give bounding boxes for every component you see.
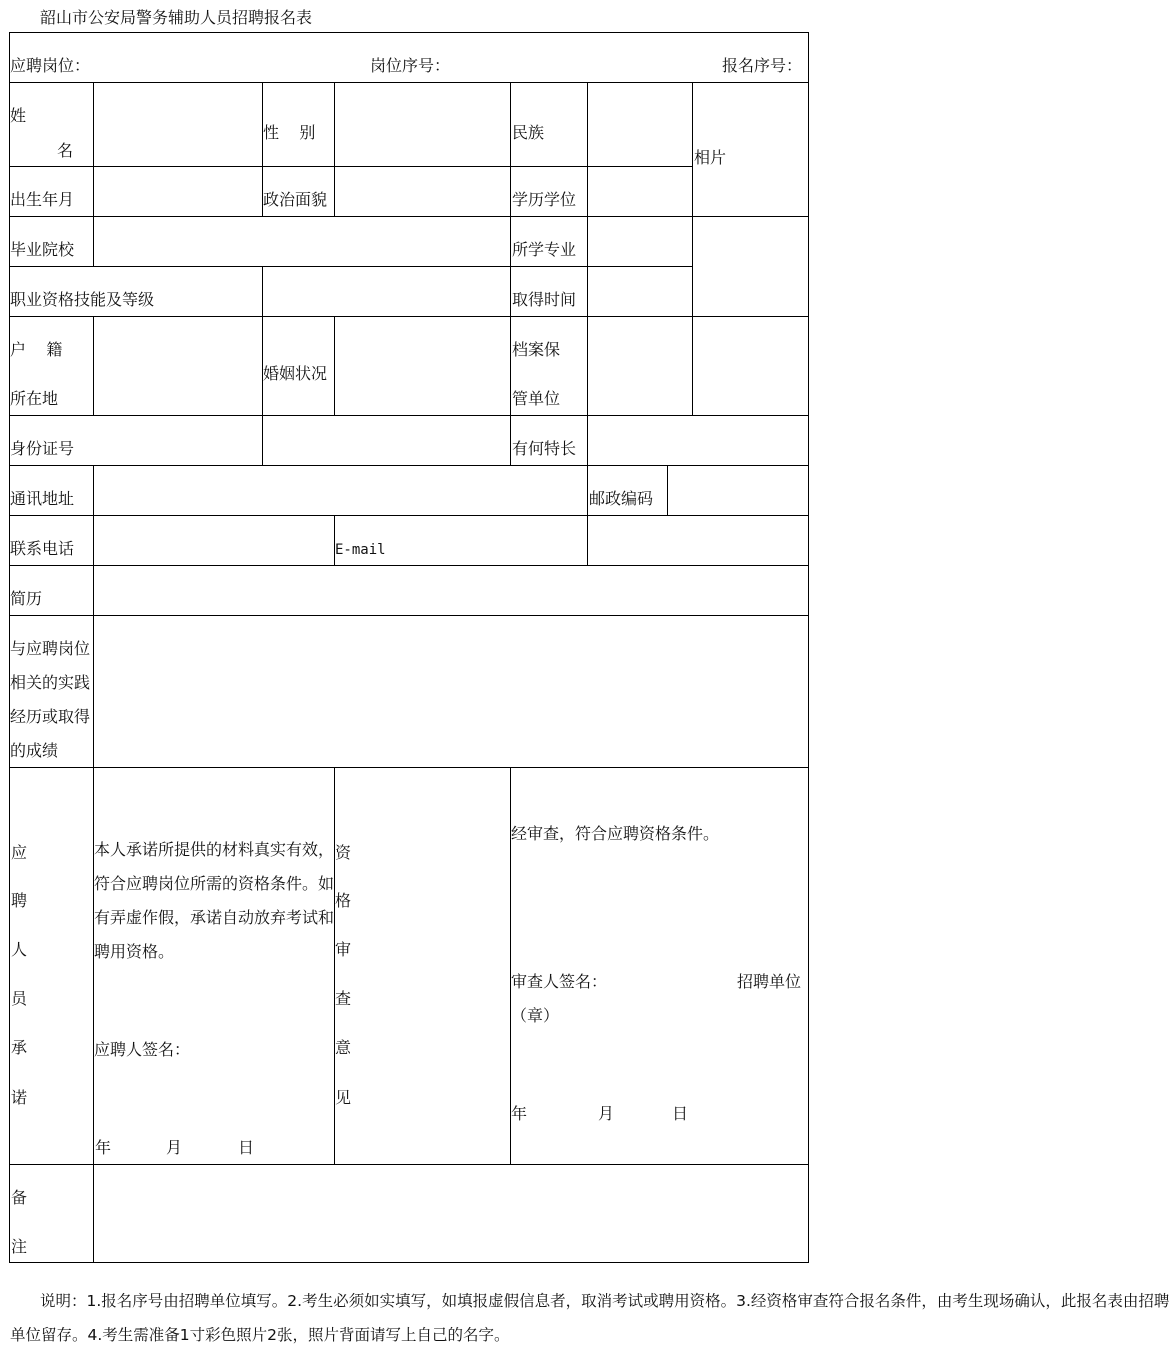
review-date-month: 月 <box>598 1104 615 1123</box>
gender-label: 性 别 <box>263 123 316 142</box>
pledge-label-char4: 员 <box>11 989 28 1008</box>
pledge-date-month: 月 <box>166 1138 183 1157</box>
major-field[interactable] <box>589 218 691 265</box>
review-date-day: 日 <box>672 1104 689 1123</box>
obtain-time-field[interactable] <box>589 268 691 315</box>
instructions-note: 说明：1.报名序号由招聘单位填写。2.考生必须如实填写，如填报虚假信息者，取消考试或聘用资格。3.经资格审查符合报名条件，由考生现场确认，此报名表由招聘单位留存。4.考生需准备1寸彩色照片2张，照片背面请写上自己的名字。 <box>10 1292 1170 1344</box>
archive-field[interactable] <box>589 318 691 414</box>
pledge-label-char6: 诺 <box>11 1088 28 1107</box>
household-field[interactable] <box>95 318 261 414</box>
ethnicity-label: 民族 <box>512 123 545 142</box>
pledge-label-char2: 聘 <box>11 891 28 910</box>
review-label-char5: 意 <box>335 1038 352 1057</box>
pledge-label-char1: 应 <box>11 843 28 862</box>
resume-label: 简历 <box>10 589 43 608</box>
archive-label-part1: 档案保 <box>512 340 561 359</box>
review-date-year: 年 <box>511 1104 528 1123</box>
photo-label: 相片 <box>694 148 727 167</box>
applicant-signature-label: 应聘人签名： <box>94 1040 191 1059</box>
practice-label-line3: 经历或取得 <box>10 707 91 726</box>
resume-field[interactable] <box>95 567 807 614</box>
birth-date-field[interactable] <box>95 168 261 215</box>
address-field[interactable] <box>95 467 586 514</box>
pledge-text-line4: 聘用资格。 <box>94 942 175 961</box>
household-label-part1: 户 籍 <box>10 340 63 359</box>
birth-date-label: 出生年月 <box>10 190 75 209</box>
review-result-text: 经审查，符合应聘资格条件。 <box>511 824 720 843</box>
postcode-field[interactable] <box>669 467 807 514</box>
qualification-field[interactable] <box>264 268 509 315</box>
pledge-text-line3: 有弄虚作假，承诺自动放弃考试和 <box>94 908 335 927</box>
review-label-char2: 格 <box>335 891 352 910</box>
major-label: 所学专业 <box>512 240 577 259</box>
political-status-label: 政治面貌 <box>263 190 328 209</box>
school-label: 毕业院校 <box>10 240 75 259</box>
review-label-char4: 查 <box>335 989 352 1008</box>
obtain-time-label: 取得时间 <box>512 290 577 309</box>
reviewer-signature-label: 审查人签名： <box>511 972 608 991</box>
review-label-char6: 见 <box>335 1088 352 1107</box>
degree-label: 学历学位 <box>512 190 577 209</box>
pledge-date-day: 日 <box>238 1138 255 1157</box>
name-field[interactable] <box>95 84 261 165</box>
marriage-field[interactable] <box>336 318 509 414</box>
pledge-label-char5: 承 <box>11 1038 28 1057</box>
phone-field[interactable] <box>95 517 333 564</box>
postcode-label: 邮政编码 <box>589 489 654 508</box>
seal-label: （章） <box>511 1006 560 1025</box>
household-label-part2: 所在地 <box>10 389 59 408</box>
registration-number-label: 报名序号： <box>722 56 803 75</box>
position-label: 应聘岗位： <box>10 56 91 75</box>
practice-field[interactable] <box>95 617 807 766</box>
form-title: 韶山市公安局警务辅助人员招聘报名表 <box>40 8 313 27</box>
qualification-label: 职业资格技能及等级 <box>10 290 155 309</box>
gender-field[interactable] <box>336 84 509 165</box>
name-label-part2: 名 <box>57 141 74 160</box>
remarks-field[interactable] <box>95 1166 807 1261</box>
pledge-text-line1: 本人承诺所提供的材料真实有效， <box>94 840 335 859</box>
recruiting-unit-label: 招聘单位 <box>737 972 802 991</box>
degree-field[interactable] <box>589 168 691 215</box>
review-label-char1: 资 <box>335 843 352 862</box>
archive-label-part2: 管单位 <box>512 389 561 408</box>
specialty-field[interactable] <box>589 417 807 464</box>
pledge-date-year: 年 <box>95 1138 112 1157</box>
phone-label: 联系电话 <box>10 539 75 558</box>
practice-label-line1: 与应聘岗位 <box>10 639 91 658</box>
remark-label-char1: 备 <box>11 1188 28 1207</box>
remark-label-char2: 注 <box>11 1237 28 1256</box>
specialty-label: 有何特长 <box>512 439 577 458</box>
name-label-part1: 姓 <box>10 106 27 125</box>
pledge-label-char3: 人 <box>11 940 28 959</box>
id-number-field[interactable] <box>264 417 509 464</box>
email-field[interactable] <box>589 517 807 564</box>
practice-label-line4: 的成绩 <box>10 741 59 760</box>
email-label: E-mail <box>335 542 386 558</box>
ethnicity-field[interactable] <box>589 84 691 165</box>
practice-label-line2: 相关的实践 <box>10 673 91 692</box>
school-field[interactable] <box>95 218 509 265</box>
id-number-label: 身份证号 <box>10 439 75 458</box>
political-status-field[interactable] <box>336 168 509 215</box>
marriage-label: 婚姻状况 <box>263 364 328 383</box>
post-number-label: 岗位序号： <box>370 56 451 75</box>
pledge-text-line2: 符合应聘岗位所需的资格条件。如 <box>94 874 335 893</box>
review-label-char3: 审 <box>335 940 352 959</box>
address-label: 通讯地址 <box>10 489 75 508</box>
